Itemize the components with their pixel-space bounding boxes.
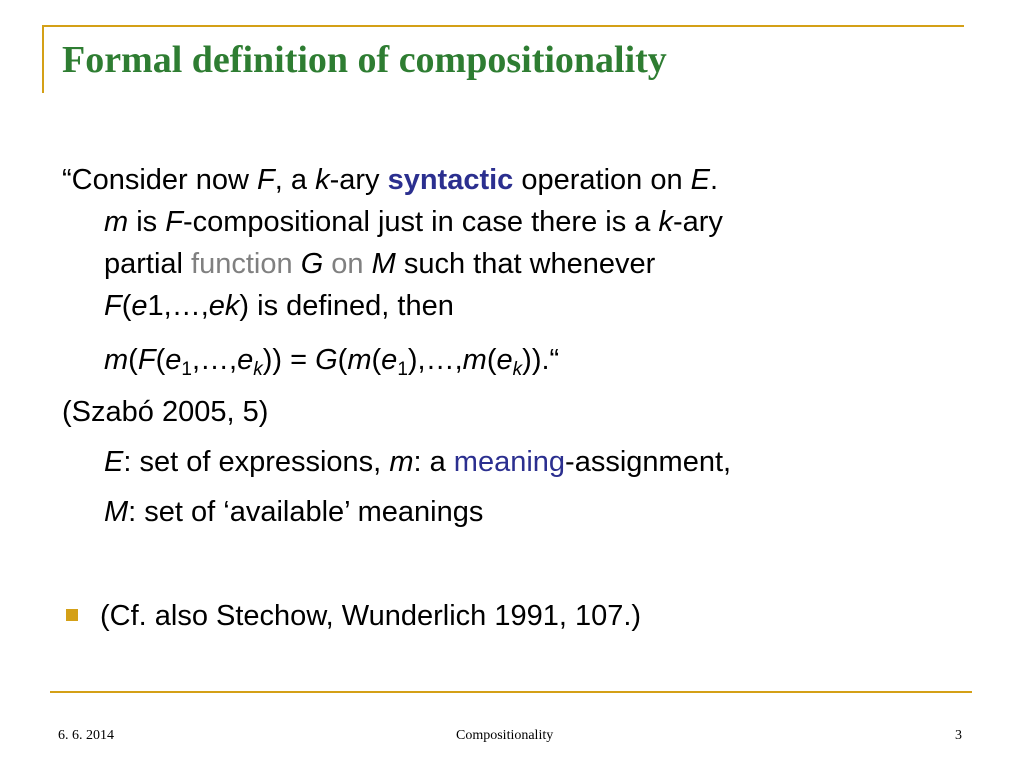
bottom-rule bbox=[50, 691, 972, 693]
definition-e-m: E: set of expressions, m: a meaning-assignment, bbox=[104, 446, 732, 478]
syntactic-highlight: syntactic bbox=[387, 164, 514, 196]
meaning-highlight: meaning bbox=[453, 446, 566, 478]
citation: (Szabó 2005, 5) bbox=[62, 396, 269, 428]
formula: $m(F(e_1,\dots,e_k))$ = $G(m(e_1),\dots,m(e_k)).“$ bbox=[104, 344, 560, 380]
slide-title: Formal definition of compositionality bbox=[62, 39, 667, 81]
footer-title: Compositionality bbox=[456, 728, 554, 743]
left-rule bbox=[42, 25, 44, 93]
bullet-text: (Cf. also Stechow, Wunderlich 1991, 107.) bbox=[100, 600, 642, 632]
quote-line-2: m is F-compositional just in case there is a k-ary bbox=[104, 206, 723, 238]
footer-date: 6. 6. 2014 bbox=[58, 728, 114, 743]
bullet-square-icon bbox=[66, 609, 78, 621]
quote-line-1: “Consider now F, a k-ary syntactic operation on E. bbox=[62, 164, 719, 196]
quote-line-4: F(e1,…,ek) is defined, then bbox=[104, 290, 454, 322]
quote-line-3: partial function G on M such that whenever bbox=[104, 248, 656, 280]
function-highlight: function bbox=[191, 248, 293, 280]
definition-M: M: set of ‘available’ meanings bbox=[104, 496, 484, 528]
page-number: 3 bbox=[955, 728, 962, 743]
top-rule bbox=[42, 25, 964, 27]
